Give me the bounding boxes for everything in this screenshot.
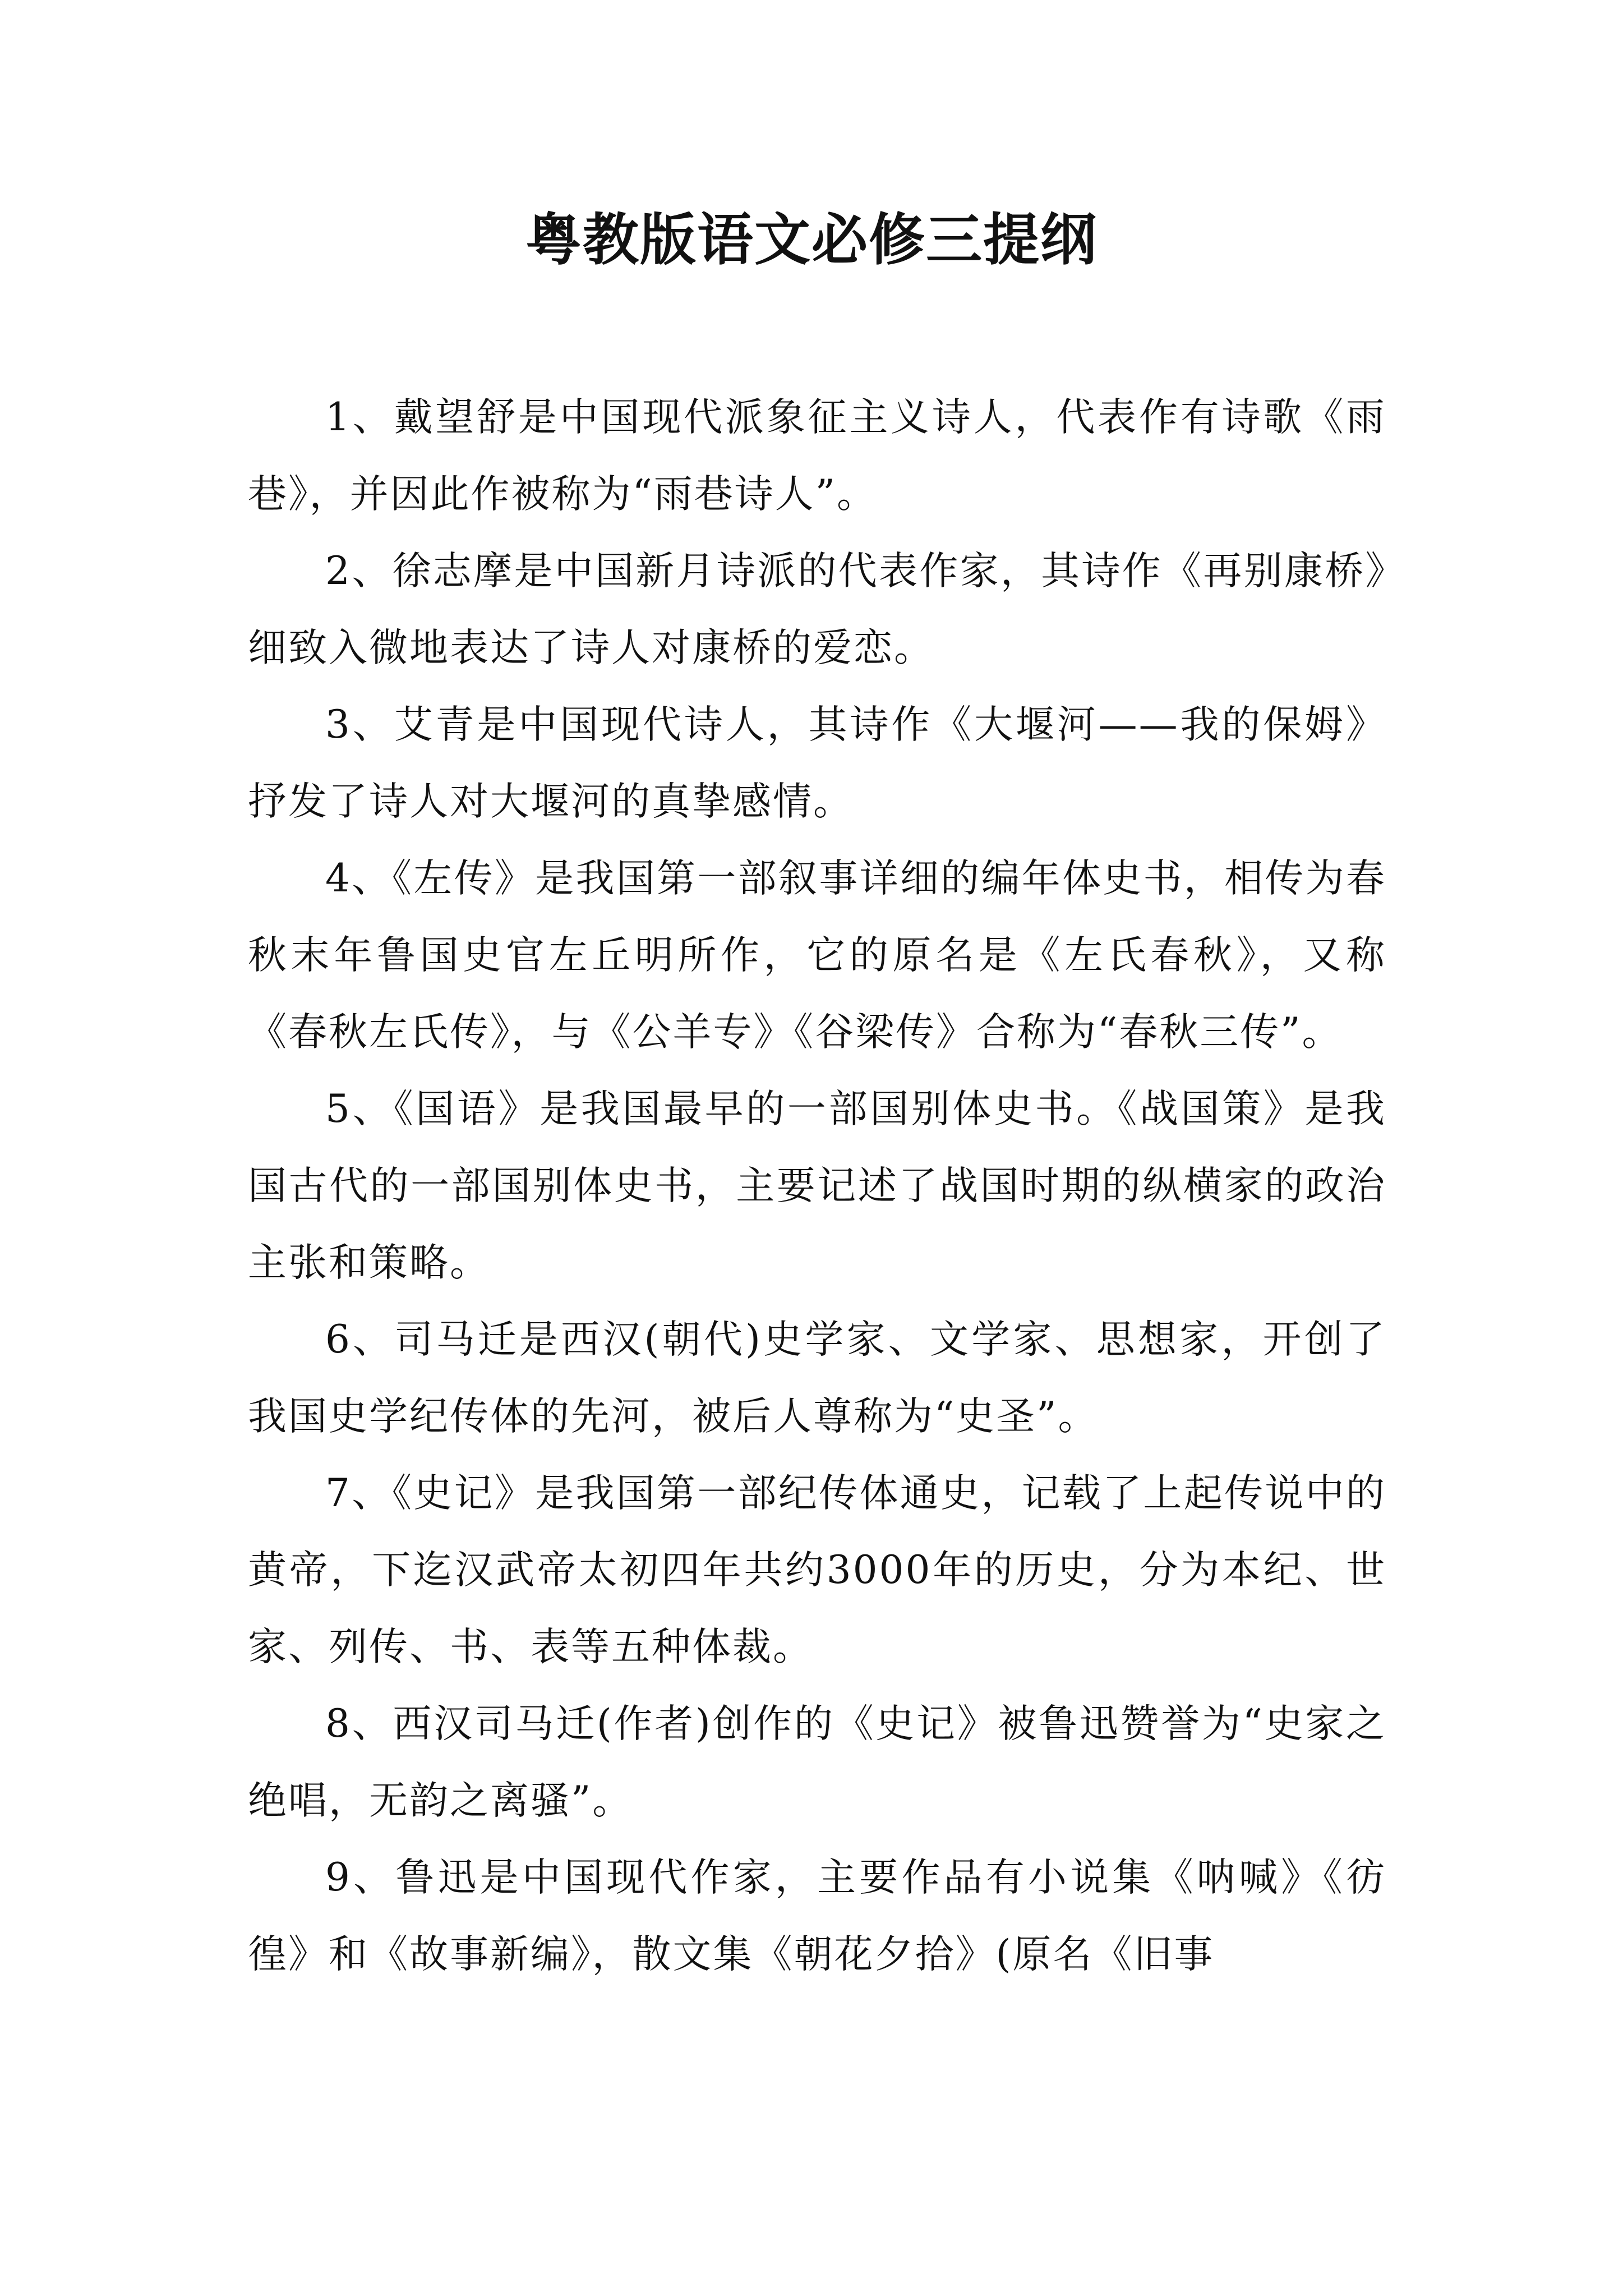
document-title: 粤教版语文必修三提纲 — [525, 206, 1098, 273]
paragraph-6: 6、司马迁是西汉(朝代)史学家、文学家、思想家，开创了我国史学纪传体的先河，被后人尊称为“史圣”。 — [248, 1317, 1386, 1439]
paragraph-1: 1、戴望舒是中国现代派象征主义诗人，代表作有诗歌《雨巷》，并因此作被称为“雨巷诗人”。 — [248, 395, 1386, 517]
paragraph-4: 4、《左传》是我国第一部叙事详细的编年体史书，相传为春秋末年鲁国史官左丘明所作，它的原名是《左氏春秋》，又称《春秋左氏传》，与《公羊专》《谷梁传》合称为“春秋三传”。 — [248, 856, 1386, 1055]
paragraph-3: 3、艾青是中国现代诗人，其诗作《大堰河——我的保姆》抒发了诗人对大堰河的真挚感情。 — [248, 702, 1386, 824]
paragraph-7: 7、《史记》是我国第一部纪传体通史，记载了上起传说中的黄帝，下迄汉武帝太初四年共约3000年的历史，分为本纪、世家、列传、书、表等五种体裁。 — [248, 1471, 1386, 1669]
document-body — [248, 379, 1386, 1993]
paragraph-9: 9、鲁迅是中国现代作家，主要作品有小说集《呐喊》《彷徨》和《故事新编》，散文集《朝花夕拾》(原名《旧事 — [248, 1855, 1386, 1977]
paragraph-5: 5、《国语》是我国最早的一部国别体史书。《战国策》是我国古代的一部国别体史书，主要记述了战国时期的纵横家的政治主张和策略。 — [248, 1087, 1386, 1285]
paragraph-2: 2、徐志摩是中国新月诗派的代表作家，其诗作《再别康桥》细致入微地表达了诗人对康桥的爱恋。 — [248, 549, 1386, 670]
paragraph-8: 8、西汉司马迁(作者)创作的《史记》被鲁迅赞誉为“史家之绝唱，无韵之离骚”。 — [248, 1701, 1386, 1823]
